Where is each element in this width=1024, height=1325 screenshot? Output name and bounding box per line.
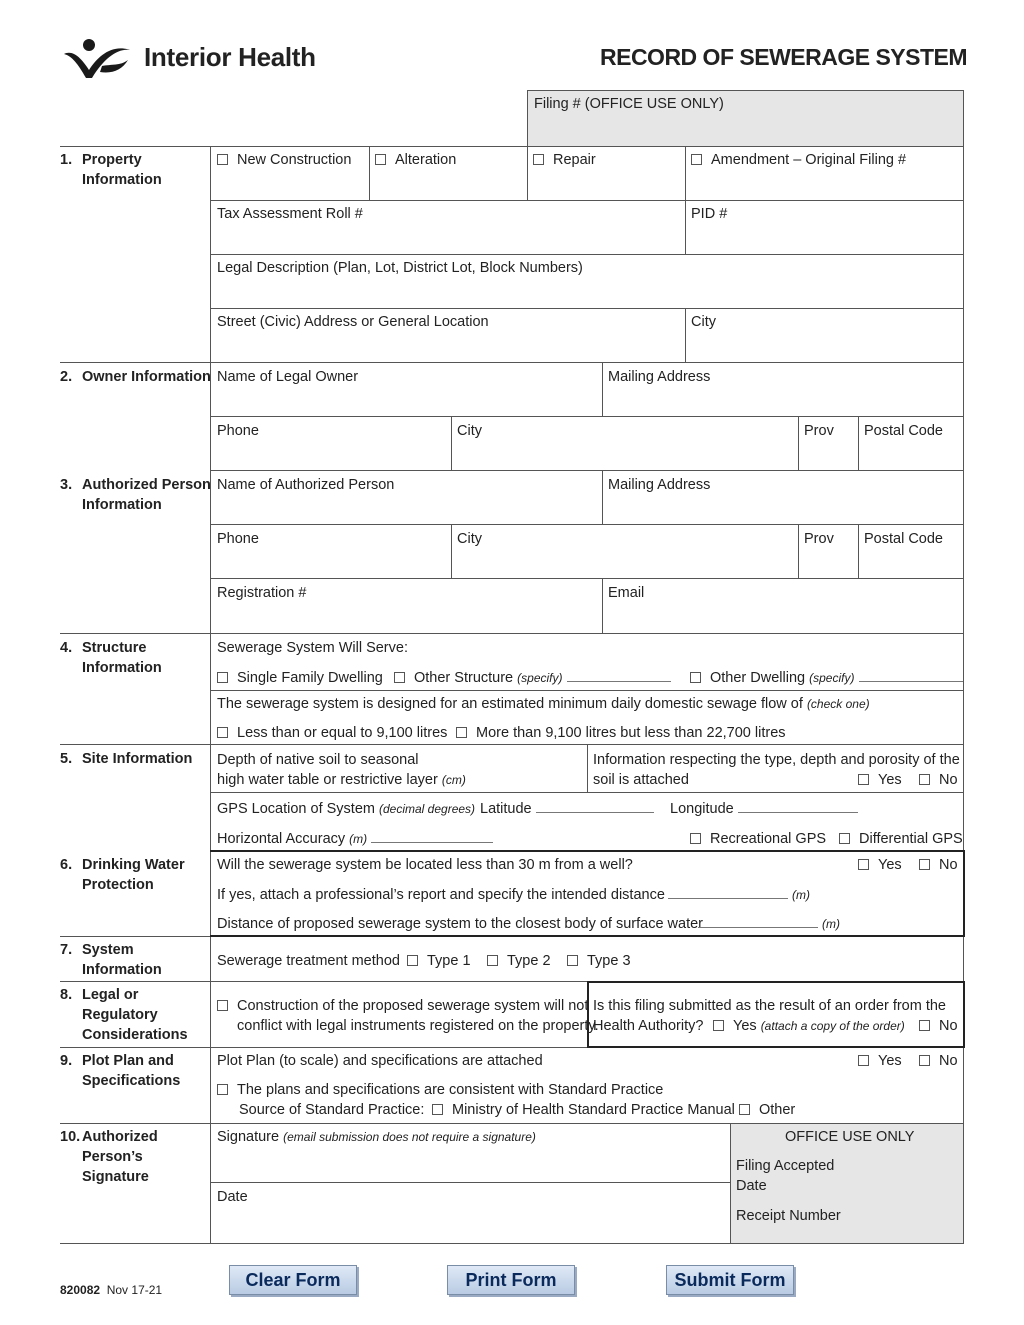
section-8-heading (60, 985, 188, 1045)
form-number: 820082 Nov 17-21 (60, 1283, 163, 1297)
horizontal-accuracy-input[interactable] (371, 830, 493, 843)
section-9-title: Plot Plan and (82, 1053, 174, 1069)
type2-checkbox[interactable] (487, 955, 498, 966)
standard-practice-option[interactable]: The plans and specifications are consistent with Standard Practice (217, 1080, 663, 1100)
owner-mailing-field[interactable]: Mailing Address (608, 369, 711, 385)
soil-info-label: Information respecting the type, depth and porosity of the soil is attached (593, 752, 960, 788)
section-8-title-2: Regulatory (82, 1007, 158, 1023)
single-family-checkbox[interactable] (217, 672, 228, 683)
section-9-title-2: Specifications (82, 1073, 181, 1089)
surface-water-input[interactable] (698, 915, 818, 928)
section-5-number: 5. (60, 751, 73, 767)
source-label: Source of Standard Practice: (239, 1102, 425, 1118)
section-8-title: Legal or (82, 987, 139, 1003)
legal-conflict-option[interactable]: Construction of the proposed sewerage system will not conflict with legal instruments registered on the property. (217, 996, 599, 1036)
legal-conflict-checkbox[interactable] (217, 1000, 228, 1011)
authorized-postal-field[interactable]: Postal Code (864, 531, 943, 547)
section-1-heading (60, 150, 162, 190)
order-yes-option[interactable]: Yes (attach a copy of the order) (713, 1016, 905, 1036)
well-distance-question: Will the sewerage system be located less than 30 m from a well? (217, 857, 633, 873)
intended-distance-label: If yes, attach a professional’s report and specify the intended distance (217, 887, 665, 903)
property-city-field[interactable]: City (691, 314, 716, 330)
intended-distance-field[interactable]: (m) (668, 885, 810, 905)
section-10-heading (60, 1127, 158, 1187)
section-2-heading (60, 367, 211, 387)
alteration-option[interactable]: Alteration (375, 150, 456, 170)
single-family-option[interactable]: Single Family Dwelling (217, 668, 383, 688)
section-4-number: 4. (60, 640, 73, 656)
type1-checkbox[interactable] (407, 955, 418, 966)
section-3-title: Authorized Person (82, 477, 211, 493)
clear-form-button[interactable]: Clear Form (229, 1265, 357, 1295)
other-source-checkbox[interactable] (739, 1104, 750, 1115)
section-1-title-2: Information (82, 172, 162, 188)
street-address-field[interactable]: Street (Civic) Address or General Location (217, 314, 489, 330)
receipt-number-label: Receipt Number (736, 1208, 841, 1224)
other-dwelling-checkbox[interactable] (690, 672, 701, 683)
owner-city-field[interactable]: City (457, 423, 482, 439)
office-date-label: Date (736, 1178, 767, 1194)
authorized-mailing-field[interactable]: Mailing Address (608, 477, 711, 493)
alteration-checkbox[interactable] (375, 154, 386, 165)
soil-info-no-option[interactable]: No (919, 770, 958, 790)
filing-label: Filing # (OFFICE USE ONLY) (534, 96, 724, 112)
section-6-title: Drinking Water (82, 857, 185, 873)
amendment-checkbox[interactable] (691, 154, 702, 165)
owner-prov-field[interactable]: Prov (804, 423, 834, 439)
latitude-input[interactable] (536, 800, 654, 813)
section-6-heading (60, 855, 185, 895)
other-source-option[interactable]: Other (739, 1100, 795, 1120)
section-1-title: Property (82, 152, 142, 168)
other-structure-option[interactable]: Other Structure (specify) (394, 668, 671, 688)
treatment-method-label: Sewerage treatment method (217, 953, 400, 969)
authorized-city-field[interactable]: City (457, 531, 482, 547)
section-10-title-3: Signature (82, 1169, 149, 1185)
section-3-title-2: Information (82, 497, 162, 513)
plot-plan-no-checkbox[interactable] (919, 1055, 930, 1066)
type2-option[interactable]: Type 2 (487, 951, 551, 971)
form-title: RECORD OF SEWERAGE SYSTEM (600, 44, 968, 70)
plot-plan-label: Plot Plan (to scale) and specifications are attached (217, 1053, 543, 1069)
type3-option[interactable]: Type 3 (567, 951, 631, 971)
plot-plan-yes-option[interactable]: Yes (858, 1051, 902, 1071)
type1-option[interactable]: Type 1 (407, 951, 471, 971)
section-9-heading (60, 1051, 180, 1091)
other-structure-input[interactable] (567, 669, 671, 682)
soil-info-yes-checkbox[interactable] (858, 774, 869, 785)
well-no-checkbox[interactable] (919, 859, 930, 870)
email-field[interactable]: Email (608, 585, 645, 601)
soil-info-no-checkbox[interactable] (919, 774, 930, 785)
differential-gps-option[interactable]: Differential GPS (839, 829, 963, 849)
registration-field[interactable]: Registration # (217, 585, 307, 601)
well-yes-option[interactable]: Yes (858, 855, 902, 875)
order-no-option[interactable]: No (919, 1016, 958, 1036)
submit-form-button[interactable]: Submit Form (666, 1265, 794, 1295)
flow-description: The sewerage system is designed for an estimated minimum daily domestic sewage flow of (check one) (217, 696, 870, 712)
section-4-heading (60, 638, 162, 678)
pid-field[interactable]: PID # (691, 206, 728, 222)
section-6-title-2: Protection (82, 877, 154, 893)
differential-gps-checkbox[interactable] (839, 833, 850, 844)
section-2-number: 2. (60, 369, 73, 385)
section-10-number: 10. (60, 1129, 81, 1145)
section-4-title: Structure (82, 640, 147, 656)
section-2-title: Owner Information (82, 369, 211, 385)
logo-text: Interior Health (144, 42, 316, 72)
ministry-option[interactable]: Ministry of Health Standard Practice Manual (432, 1100, 735, 1120)
repair-checkbox[interactable] (533, 154, 544, 165)
filing-accepted-label: Filing Accepted (736, 1158, 835, 1174)
section-7-number: 7. (60, 942, 73, 958)
authorized-name-field[interactable]: Name of Authorized Person (217, 477, 395, 493)
surface-water-field[interactable]: (m) (698, 914, 840, 934)
section-6-number: 6. (60, 857, 73, 873)
section-8-number: 8. (60, 987, 73, 1003)
authorized-phone-field[interactable]: Phone (217, 531, 259, 547)
other-dwelling-option[interactable]: Other Dwelling (specify) (690, 668, 963, 688)
horizontal-accuracy-field[interactable]: Horizontal Accuracy (m) (217, 829, 493, 849)
more-than-option[interactable]: More than 9,100 litres but less than 22,700 litres (456, 723, 786, 743)
office-use-title: OFFICE USE ONLY (785, 1129, 915, 1145)
section-5-heading (60, 749, 192, 769)
logo-mark-icon (62, 36, 132, 80)
well-yes-checkbox[interactable] (858, 859, 869, 870)
signature-field[interactable]: Signature (email submission does not require a signature) (217, 1129, 536, 1145)
section-10-title-2: Person’s (82, 1149, 143, 1165)
recreational-gps-option[interactable]: Recreational GPS (690, 829, 826, 849)
section-7-title-2: Information (82, 962, 162, 978)
less-than-option[interactable]: Less than or equal to 9,100 litres (217, 723, 447, 743)
latitude-field[interactable]: Latitude (480, 799, 654, 819)
owner-phone-field[interactable]: Phone (217, 423, 259, 439)
owner-postal-field[interactable]: Postal Code (864, 423, 943, 439)
less-than-checkbox[interactable] (217, 727, 228, 738)
order-question: Is this filing submitted as the result of an order from the (593, 998, 946, 1014)
section-7-heading (60, 940, 162, 980)
section-1-number: 1. (60, 152, 73, 168)
order-question-2: Health Authority? (593, 1018, 704, 1034)
date-field[interactable]: Date (217, 1189, 248, 1205)
other-structure-checkbox[interactable] (394, 672, 405, 683)
tax-roll-field[interactable]: Tax Assessment Roll # (217, 206, 363, 222)
order-yes-checkbox[interactable] (713, 1020, 724, 1031)
longitude-input[interactable] (738, 800, 858, 813)
legal-description-field[interactable]: Legal Description (Plan, Lot, District Lot, Block Numbers) (217, 260, 583, 276)
intended-distance-input[interactable] (668, 886, 788, 899)
type3-checkbox[interactable] (567, 955, 578, 966)
well-no-option[interactable]: No (919, 855, 958, 875)
section-3-number: 3. (60, 477, 73, 493)
will-serve-label: Sewerage System Will Serve: (217, 640, 408, 656)
section-9-number: 9. (60, 1053, 73, 1069)
recreational-gps-checkbox[interactable] (690, 833, 701, 844)
interior-health-logo (62, 36, 332, 84)
more-than-checkbox[interactable] (456, 727, 467, 738)
print-form-button[interactable]: Print Form (447, 1265, 575, 1295)
amendment-option[interactable]: Amendment – Original Filing # (691, 150, 906, 170)
new-construction-checkbox[interactable] (217, 154, 228, 165)
gps-label: GPS Location of System (decimal degrees) (217, 801, 476, 817)
section-4-title-2: Information (82, 660, 162, 676)
ministry-checkbox[interactable] (432, 1104, 443, 1115)
section-10-title: Authorized (82, 1129, 158, 1145)
other-dwelling-input[interactable] (859, 669, 963, 682)
section-7-title: System (82, 942, 134, 958)
new-construction-option[interactable]: New Construction (217, 150, 351, 170)
plot-plan-yes-checkbox[interactable] (858, 1055, 869, 1066)
section-5-title: Site Information (82, 751, 193, 767)
surface-water-label: Distance of proposed sewerage system to the closest body of surface water (217, 916, 703, 932)
soil-info-yes-option[interactable]: Yes (858, 770, 902, 790)
section-3-heading (60, 475, 211, 515)
owner-name-field[interactable]: Name of Legal Owner (217, 369, 359, 385)
section-8-title-3: Considerations (82, 1027, 188, 1043)
standard-practice-checkbox[interactable] (217, 1084, 228, 1095)
repair-option[interactable]: Repair (533, 150, 596, 170)
plot-plan-no-option[interactable]: No (919, 1051, 958, 1071)
order-no-checkbox[interactable] (919, 1020, 930, 1031)
soil-depth-field[interactable]: Depth of native soil to seasonal high water table or restrictive layer (cm) (217, 752, 466, 788)
authorized-prov-field[interactable]: Prov (804, 531, 834, 547)
longitude-field[interactable]: Longitude (670, 799, 858, 819)
